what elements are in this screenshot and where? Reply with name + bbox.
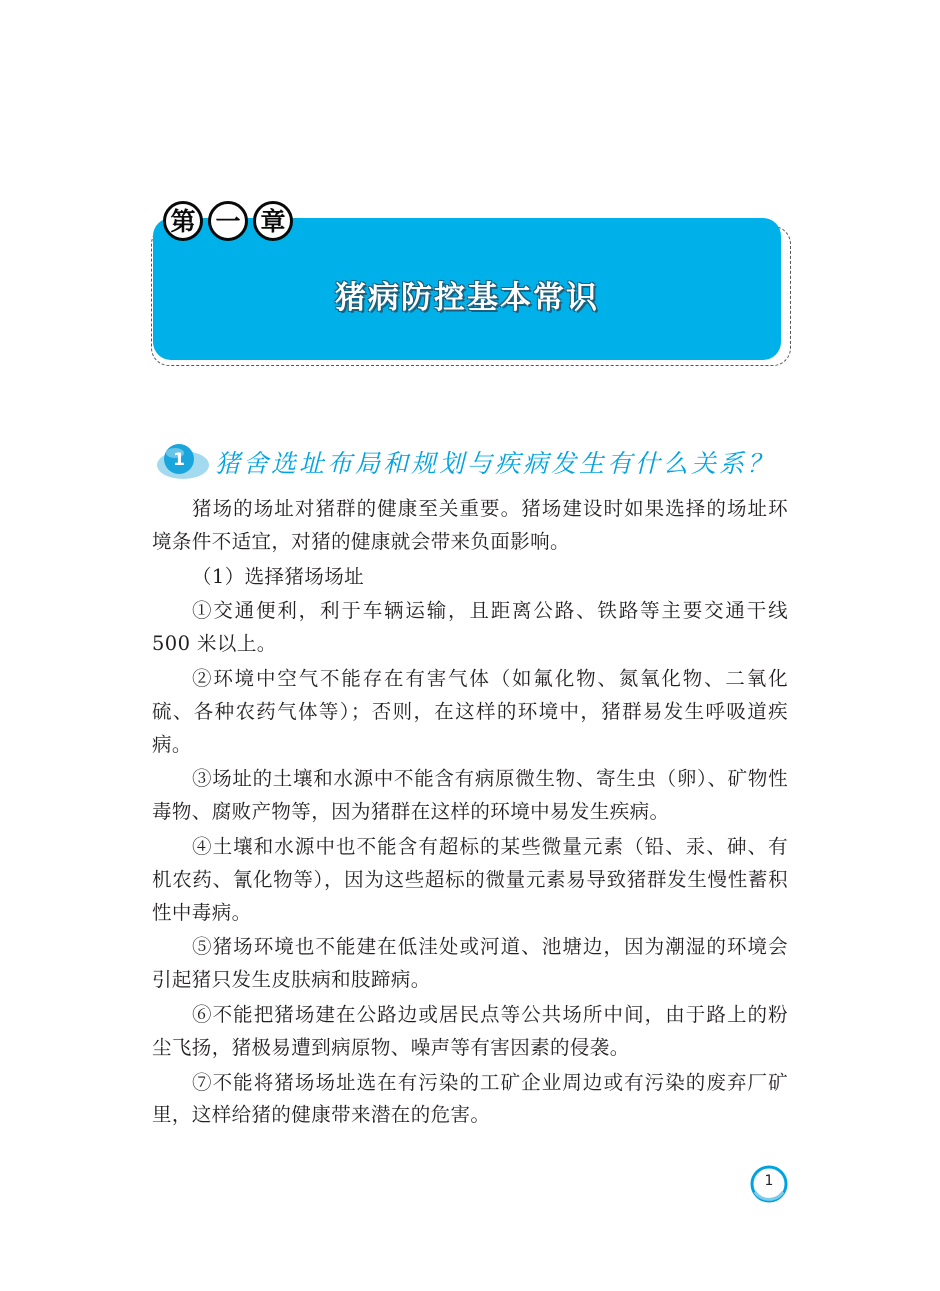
paragraph: ③场址的土壤和水源中不能含有病原微生物、寄生虫（卵）、矿物性毒物、腐败产物等，因为猪群在这样的环境中易发生疾病。 <box>152 767 788 824</box>
page-number: 1 <box>764 1173 774 1189</box>
chapter-label-char: 第 <box>163 201 203 241</box>
paragraph: ⑦不能将猪场场址选在有污染的工矿企业周边或有污染的废弃厂矿里，这样给猪的健康带来潜在的危害。 <box>152 1070 788 1127</box>
chapter-label <box>163 201 297 243</box>
question-heading: 猪舍选址布局和规划与疾病发生有什么关系？ <box>215 449 776 478</box>
paragraph: ⑥不能把猪场建在公路边或居民点等公共场所中间，由于路上的粉尘飞扬，猪极易遭到病原物、噪声等有害因素的侵袭。 <box>152 1002 788 1059</box>
paragraph: ④土壤和水源中也不能含有超标的某些微量元素（铅、汞、砷、有机农药、氰化物等），因为这些超标的微量元素易导致猪群发生慢性蓄积性中毒病。 <box>152 834 788 924</box>
paragraph: ②环境中空气不能存在有害气体（如氟化物、氮氧化物、二氧化硫、各种农药气体等）；否则，在这样的环境中，猪群易发生呼吸道疾病。 <box>152 666 788 756</box>
chapter-label-char: 章 <box>253 201 293 241</box>
paragraph: ⑤猪场环境也不能建在低洼处或河道、池塘边，因为潮湿的环境会引起猪只发生皮肤病和肢蹄病。 <box>152 935 788 992</box>
paragraph: 猪场的场址对猪群的健康至关重要。猪场建设时如果选择的场址环境条件不适宜，对猪的健康就会带来负面影响。 <box>152 497 788 553</box>
question-number: 1 <box>173 450 185 470</box>
body-text <box>152 493 788 1134</box>
paragraph: （1）选择猪场场址 <box>192 564 365 588</box>
question-number-badge-icon <box>151 441 211 481</box>
chapter-label-char: 一 <box>208 201 248 241</box>
chapter-title: 猪病防控基本常识 <box>335 280 599 316</box>
paragraph: ①交通便利，利于车辆运输，且距离公路、铁路等主要交通干线 500 米以上。 <box>152 599 788 656</box>
